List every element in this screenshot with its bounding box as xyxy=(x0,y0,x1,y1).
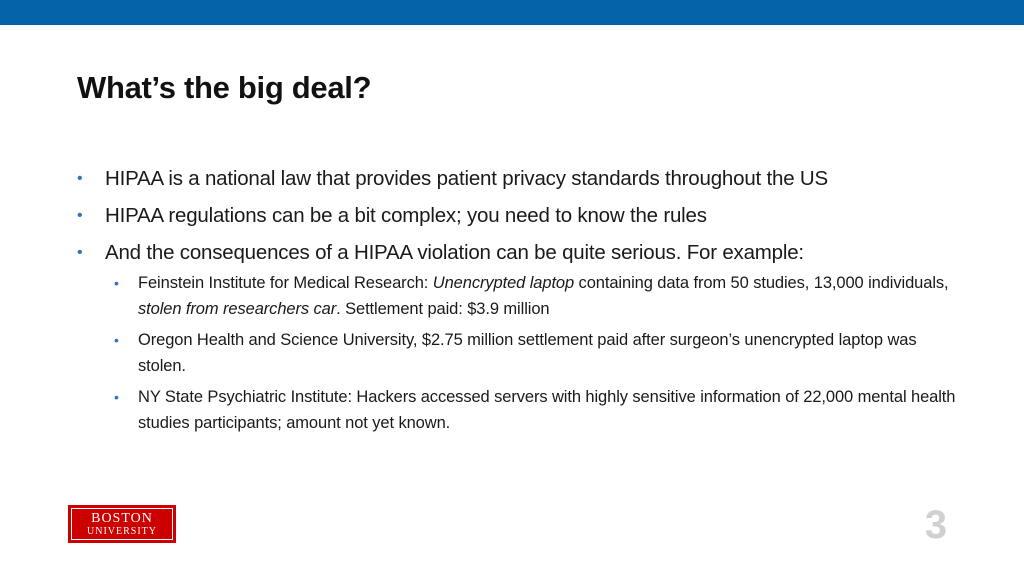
sub-bullet-item xyxy=(114,327,957,379)
sub-bullet-dot-icon: • xyxy=(114,275,119,291)
boston-university-logo xyxy=(68,505,176,543)
bullet-text: HIPAA regulations can be a bit complex; you need to know the rules xyxy=(105,204,707,227)
bullet-dot-icon: • xyxy=(77,244,83,261)
logo-frame xyxy=(71,508,173,540)
bullet-text: And the consequences of a HIPAA violation can be quite serious. For example: xyxy=(105,241,804,264)
sub-bullet-text: Oregon Health and Science University, $2.75 million settlement paid after surgeon’s unencrypted laptop was stolen. xyxy=(138,331,917,375)
bullet-dot-icon: • xyxy=(77,170,83,187)
sub-bullet-text: NY State Psychiatric Institute: Hackers accessed servers with highly sensitive information of 22,000 mental health studies participants; amount not yet known. xyxy=(138,388,956,432)
sub-bullet-text: Feinstein Institute for Medical Research: xyxy=(138,274,433,292)
slide-title: What’s the big deal? xyxy=(77,70,372,105)
logo-text-university: UNIVERSITY xyxy=(87,525,157,537)
sub-bullet-item xyxy=(114,384,957,436)
emphasis-text: Unencrypted laptop xyxy=(432,274,575,292)
sub-bullet-dot-icon: • xyxy=(114,389,119,405)
bullet-list xyxy=(77,163,957,441)
sub-bullet-text: . Settlement paid: $3.9 million xyxy=(336,300,550,318)
bullet-text: HIPAA is a national law that provides patient privacy standards throughout the US xyxy=(105,167,828,190)
sub-bullet-list xyxy=(77,270,957,436)
sub-bullet-dot-icon: • xyxy=(114,332,119,348)
page-number: 3 xyxy=(924,503,947,547)
bullet-item xyxy=(77,200,957,231)
top-header-bar xyxy=(0,0,1024,25)
emphasis-text: stolen from researchers car xyxy=(138,300,337,318)
logo-text-boston: BOSTON xyxy=(91,510,153,526)
sub-bullet-item xyxy=(114,270,957,322)
sub-bullet-text: containing data from 50 studies, 13,000 individuals, xyxy=(574,274,949,292)
bullet-item xyxy=(77,163,957,194)
bullet-item xyxy=(77,237,957,268)
bullet-dot-icon: • xyxy=(77,207,83,224)
